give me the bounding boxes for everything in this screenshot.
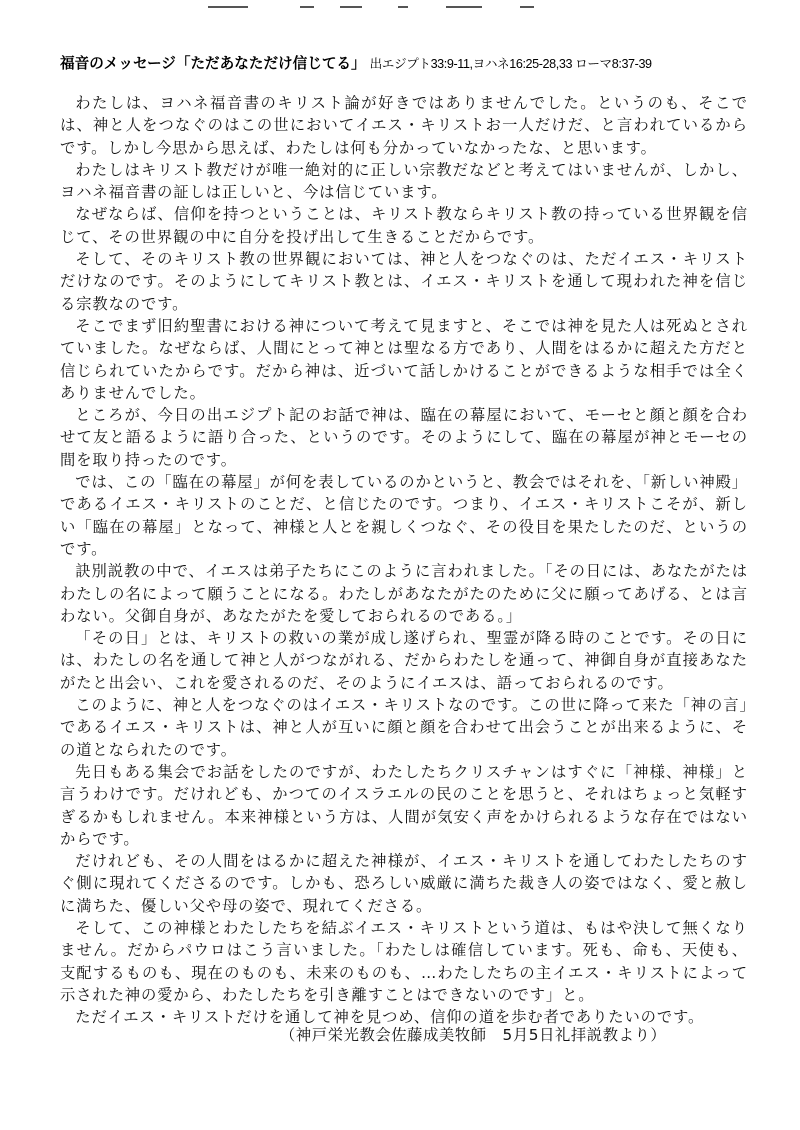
scan-mark: [340, 6, 362, 8]
scan-mark: [446, 6, 482, 8]
paragraph: そこでまず旧約聖書における神について考えて見ますと、そこでは神を見た人は死ぬとされていました。なぜならば、人間にとって神とは聖なる方であり、人間をはるかに超えた方だと信じられていたからです。だから神は、近づいて話しかけることができるような相手では全くありませんでした。: [60, 316, 748, 402]
paragraph: では、この「臨在の幕屋」が何を表しているのかというと、教会ではそれを、「新しい神殿」であるイエス・キリストのことだ、と信じたのです。つまり、イエス・キリストこそが、新しい「臨在の幕屋」となって、神様と人とを親しくつなぐ、その役目を果たしたのだ、というのです。: [60, 473, 748, 558]
sermon-body: [60, 92, 748, 1028]
paragraph: 「その日」とは、キリストの救いの業が成し遂げられ、聖霊が降る時のことです。その日には、わたしの名を通して神と人がつながれる、だからわたしを通って、神御自身が直接あなたがたと出会い、これを愛されるのだ、そのようにイエスは、語っておられるのです。: [60, 629, 748, 692]
sermon-title: 福音のメッセージ「ただあなただけ信じてる」: [60, 55, 366, 72]
paragraph: ただイエス・キリストだけを通して神を見つめ、信仰の道を歩む者でありたいのです。: [75, 1008, 705, 1027]
paragraph: わたしはキリスト教だけが唯一絶対的に正しい宗教だなどと考えてはいませんが、しかし、ヨハネ福音書の証しは正しいと、今は信じています。: [60, 160, 748, 202]
paragraph: ところが、今日の出エジプト記のお話で神は、臨在の幕屋において、モーセと顔と顔を合わせて友と語るように語り合った、というのです。そのようにして、臨在の幕屋が神とモーセの間を取り持ったのです。: [60, 406, 748, 469]
sermon-signature: （神戸栄光教会佐藤成美牧師 5月5日礼拝説教より）: [280, 1026, 667, 1044]
paragraph: そして、そのキリスト教の世界観においては、神と人をつなぐのは、ただイエス・キリストだけなのです。そのようにしてキリスト教とは、イエス・キリストを通して現われた神を信じる宗教なのです。: [60, 250, 748, 313]
paragraph: わたしは、ヨハネ福音書のキリスト論が好きではありませんでした。というのも、そこでは、神と人をつなぐのはこの世においてイエス・キリストお一人だけだ、と言われているからです。しかし今思から思えば、わたしは何も分かっていなかったな、と思います。: [60, 94, 748, 157]
paragraph: 訣別説教の中で、イエスは弟子たちにこのように言われました。「その日には、あなたがたはわたしの名によって願うことになる。わたしがあなたがたのために父に願ってあげる、とは言わない。父御自身が、あなたがたを愛しておられるのである。」: [60, 562, 748, 625]
scan-mark: [208, 6, 248, 8]
sermon-header: [60, 54, 780, 74]
scripture-references: 出エジプト33:9-11,ヨハネ16:25-28,33 ローマ8:37-39: [369, 57, 652, 71]
paragraph: なぜならば、信仰を持つということは、キリスト教ならキリスト教の持っている世界観を信じて、その世界観の中に自分を投げ出して生きることだからです。: [60, 205, 748, 246]
scan-mark: [300, 6, 314, 8]
paragraph: だけれども、その人間をはるかに超えた神様が、イエス・キリストを通してわたしたちのすぐ側に現れてくださるのです。しかも、恐ろしい威厳に満ちた裁き人の姿ではなく、愛と赦しに満ちた、優しい父や母の姿で、現れてくださる。: [60, 852, 748, 915]
paragraph: そして、この神様とわたしたちを結ぶイエス・キリストという道は、もはや決して無くなりません。だからパウロはこう言いました。「わたしは確信しています。死も、命も、天使も、支配するものも、現在のものも、未来のものも、…わたしたちの主イエス・キリストによって示された神の愛から、わたしたちを引き離すことはできないのです」と。: [60, 918, 748, 1004]
paragraph: このように、神と人をつなぐのはイエス・キリストなのです。この世に降って来た「神の言」であるイエス・キリストは、神と人が互いに顔と顔を合わせて出会うことが出来るように、その道となられたのです。: [60, 696, 748, 759]
paragraph: 先日もある集会でお話をしたのですが、わたしたちクリスチャンはすぐに「神様、神様」と言うわけです。だけれども、かつてのイスラエルの民のことを思うと、それはちょっと気軽すぎるかもしれません。本来神様という方は、人間が気安く声をかけられるような存在ではないからです。: [60, 762, 748, 848]
scan-mark: [398, 6, 408, 8]
scan-mark: [520, 6, 534, 8]
